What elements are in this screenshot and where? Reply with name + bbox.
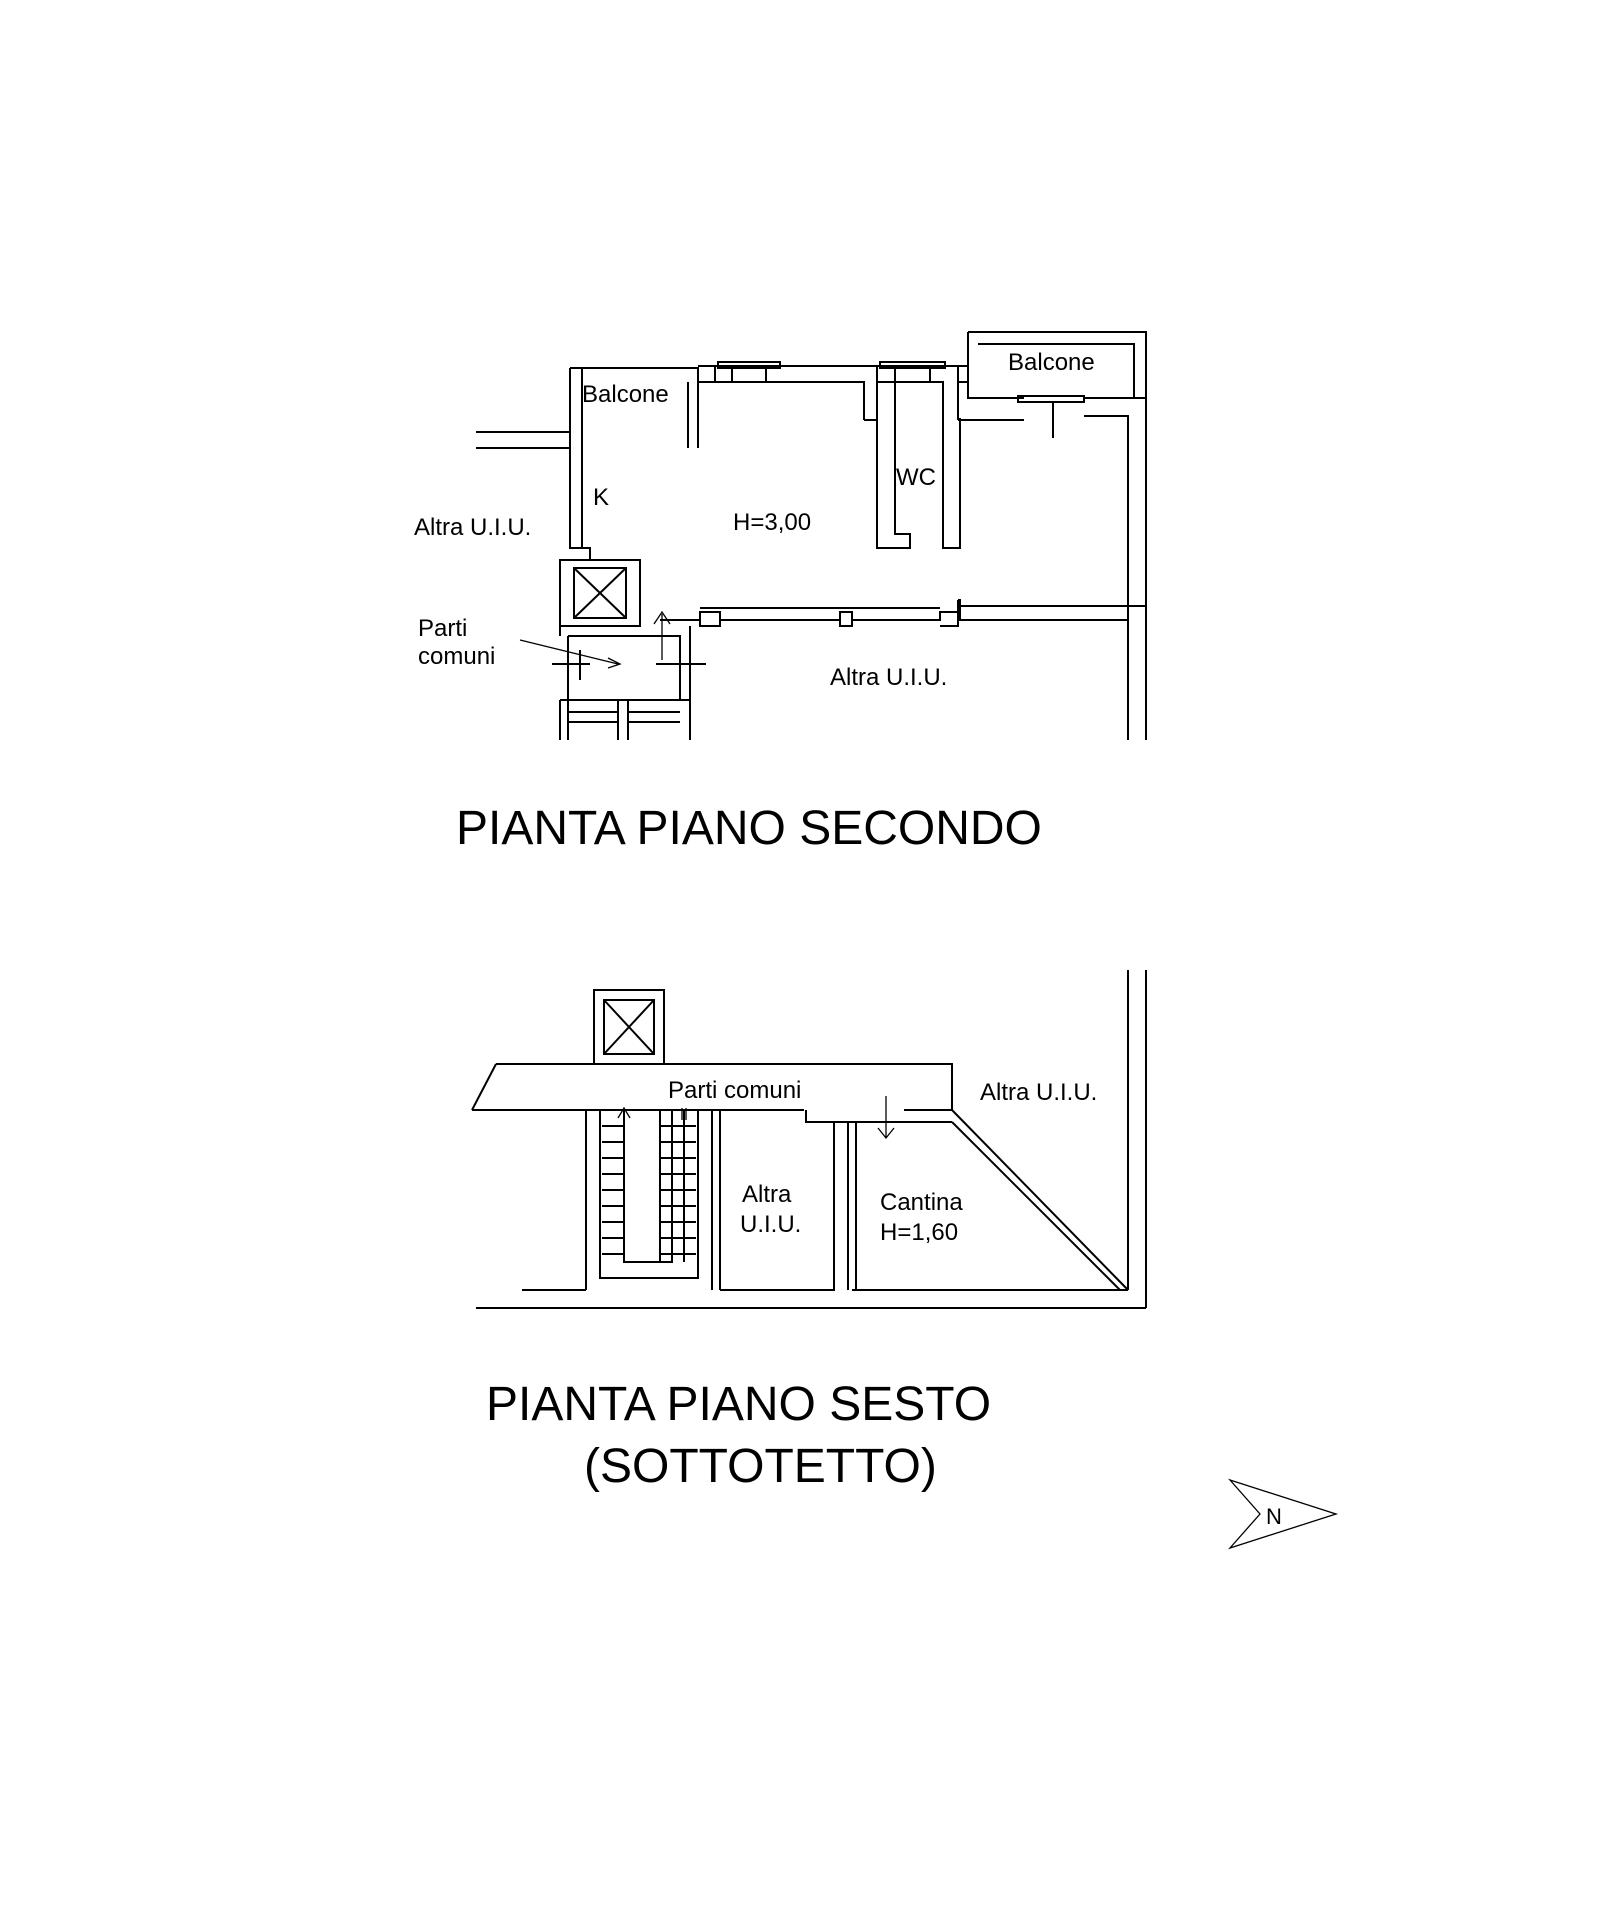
other-unit-label-line2: U.I.U.	[740, 1211, 802, 1238]
sixth-floor-plan	[472, 970, 1146, 1308]
second-floor-labels	[414, 349, 1095, 855]
sixth-floor-title-line2: (SOTTOTETTO)	[584, 1440, 937, 1493]
north-arrow	[1230, 1480, 1336, 1548]
balcony-left-label: Balcone	[582, 381, 669, 408]
sixth-floor-labels	[486, 1077, 1097, 1493]
common-parts-label-line2: comuni	[418, 643, 496, 670]
other-unit-left-label: Altra U.I.U.	[414, 514, 532, 541]
common-parts-label: Parti comuni	[668, 1077, 802, 1104]
cellar-height-label: H=1,60	[880, 1219, 959, 1246]
common-parts-label-line1: Parti	[418, 615, 468, 642]
other-unit-right-label: Altra U.I.U.	[980, 1079, 1098, 1106]
room-height-label: H=3,00	[733, 509, 812, 536]
second-floor-title: PIANTA PIANO SECONDO	[456, 802, 1042, 855]
sixth-floor-title-line1: PIANTA PIANO SESTO	[486, 1378, 992, 1431]
balcony-right-label: Balcone	[1008, 349, 1095, 376]
cellar-label: Cantina	[880, 1189, 963, 1216]
north-label: N	[1266, 1504, 1282, 1529]
second-floor-plan	[476, 332, 1146, 740]
kitchen-label: K	[593, 484, 610, 511]
wc-label: WC	[896, 464, 936, 491]
other-unit-bottom-label: Altra U.I.U.	[830, 664, 948, 691]
north-arrow-icon	[1230, 1480, 1336, 1548]
other-unit-label-line1: Altra	[742, 1181, 792, 1208]
